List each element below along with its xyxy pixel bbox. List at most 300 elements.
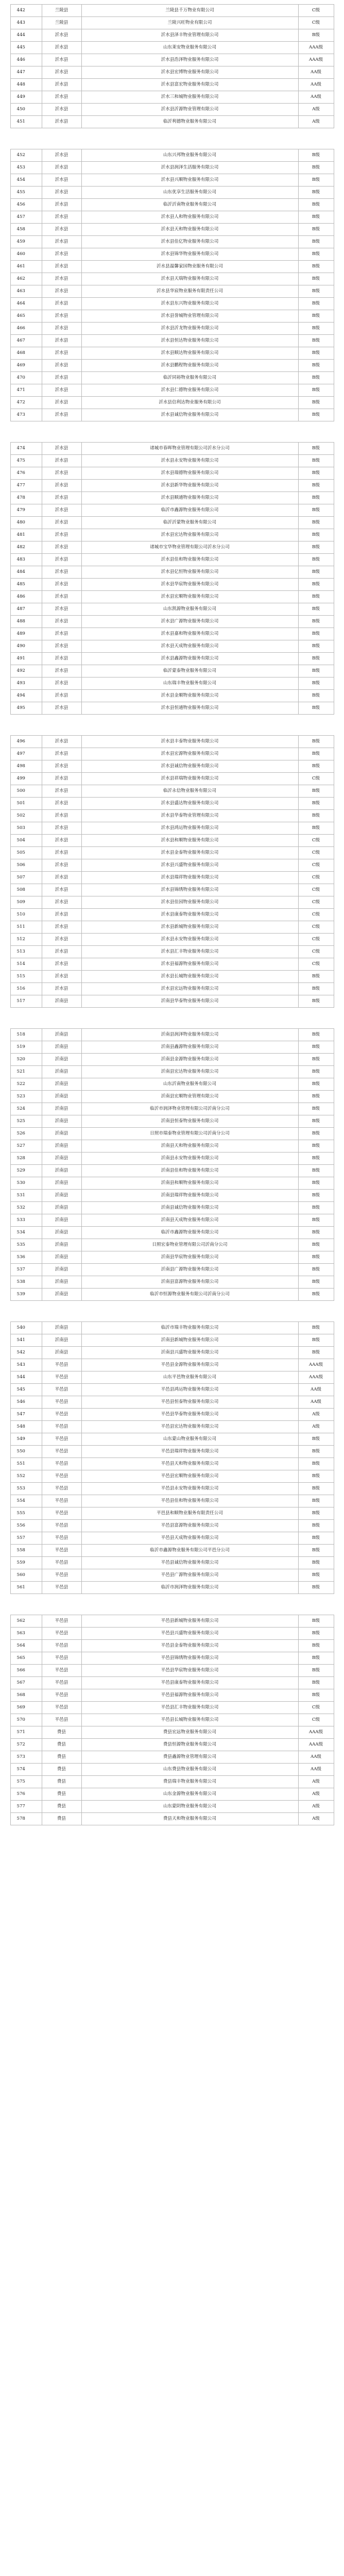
row-number: 497 xyxy=(10,748,42,760)
company-name-cell: 山东金源物业服务有限公司 xyxy=(81,1788,298,1801)
grade-cell: C级 xyxy=(298,835,334,847)
company-name-cell: 平邑县康泰物业服务有限公司 xyxy=(81,1677,298,1689)
row-number: 459 xyxy=(10,236,42,248)
table-row xyxy=(10,810,334,822)
company-name-cell: 沂南县华宸物业服务有限公司 xyxy=(81,1251,298,1264)
table-row xyxy=(10,224,334,236)
row-number: 565 xyxy=(10,1652,42,1665)
table-row xyxy=(10,199,334,211)
company-name-cell: 临沂沂南物业服务有限公司 xyxy=(81,199,298,211)
table-row xyxy=(10,921,334,934)
table-row xyxy=(10,677,334,690)
row-number: 566 xyxy=(10,1665,42,1677)
row-number: 536 xyxy=(10,1251,42,1264)
county-cell: 平邑县 xyxy=(42,1545,81,1557)
company-name-cell: 平邑县兴盛物业服务有限公司 xyxy=(81,1628,298,1640)
table-row xyxy=(10,785,334,798)
grade-cell: B级 xyxy=(298,591,334,603)
table-row xyxy=(10,1041,334,1054)
company-name-cell: 沂水县福源物业服务有限公司 xyxy=(81,958,298,971)
company-name-cell: 沂水县和顺物业服务有限公司 xyxy=(81,835,298,847)
county-cell: 沂南县 xyxy=(42,1190,81,1202)
row-number: 448 xyxy=(10,79,42,91)
county-cell: 沂南县 xyxy=(42,1289,81,1301)
company-name-cell: 临沂市润泽物业管理有限公司沂南分公司 xyxy=(81,1103,298,1115)
county-cell: 沂水县 xyxy=(42,236,81,248)
table-row xyxy=(10,211,334,224)
grade-cell: B级 xyxy=(298,983,334,995)
table-row xyxy=(10,116,334,128)
row-number: 534 xyxy=(10,1227,42,1239)
row-number: 460 xyxy=(10,248,42,261)
table-row xyxy=(10,1545,334,1557)
company-name-cell: 平邑县金泰物业服务有限公司 xyxy=(81,1640,298,1652)
county-cell: 平邑县 xyxy=(42,1628,81,1640)
company-name-cell: 费县恒源物业服务有限公司 xyxy=(81,1739,298,1751)
row-number: 547 xyxy=(10,1409,42,1421)
table-row xyxy=(10,934,334,946)
table-row xyxy=(10,397,334,409)
county-cell: 沂南县 xyxy=(42,995,81,1008)
grade-cell: B级 xyxy=(298,1545,334,1557)
county-cell: 沂南县 xyxy=(42,1029,81,1041)
row-number: 573 xyxy=(10,1751,42,1764)
table-row xyxy=(10,896,334,909)
grade-cell: B级 xyxy=(298,1569,334,1582)
table-row xyxy=(10,236,334,248)
row-number: 574 xyxy=(10,1764,42,1776)
county-cell: 沂水县 xyxy=(42,397,81,409)
county-cell: 费县 xyxy=(42,1764,81,1776)
county-cell: 沂水县 xyxy=(42,847,81,859)
company-name-cell: 沂水县金顺物业服务有限公司 xyxy=(81,690,298,702)
county-cell: 沂水县 xyxy=(42,616,81,628)
row-number: 495 xyxy=(10,702,42,715)
grade-cell: B级 xyxy=(298,1483,334,1495)
company-name-cell: 费县天和物业服务有限公司 xyxy=(81,1813,298,1825)
grade-cell: B级 xyxy=(298,616,334,628)
county-cell: 沂水县 xyxy=(42,603,81,616)
row-number: 471 xyxy=(10,384,42,397)
county-cell: 沂水县 xyxy=(42,554,81,566)
table-row xyxy=(10,1128,334,1140)
county-cell: 沂水县 xyxy=(42,335,81,347)
grade-cell: B级 xyxy=(298,248,334,261)
table-row xyxy=(10,1813,334,1825)
grade-cell: B级 xyxy=(298,1652,334,1665)
grade-cell: C级 xyxy=(298,946,334,958)
grade-cell: AAA级 xyxy=(298,42,334,54)
grade-cell: B级 xyxy=(298,1103,334,1115)
company-name-cell: 沂南县华泰物业服务有限公司 xyxy=(81,995,298,1008)
company-name-cell: 临沂市润泽物业服务有限公司 xyxy=(81,1582,298,1594)
company-name-cell: 沂水县恒通物业服务有限公司 xyxy=(81,702,298,715)
county-cell: 平邑县 xyxy=(42,1371,81,1384)
company-name-cell: 沂南县润泽物业服务有限公司 xyxy=(81,1029,298,1041)
company-name-cell: 沂水县宏达物业服务有限公司 xyxy=(81,529,298,541)
grade-cell: A级 xyxy=(298,1421,334,1433)
row-number: 456 xyxy=(10,199,42,211)
table-row xyxy=(10,467,334,480)
grade-cell: B级 xyxy=(298,1470,334,1483)
row-number: 578 xyxy=(10,1813,42,1825)
grade-cell: B级 xyxy=(298,1264,334,1276)
company-name-cell: 沂水县亿恒物业服务有限公司 xyxy=(81,566,298,579)
grade-cell: B级 xyxy=(298,1239,334,1251)
table-row xyxy=(10,1652,334,1665)
company-name-cell: 沂水县诚信物业服务有限公司 xyxy=(81,409,298,421)
county-cell: 沂水县 xyxy=(42,872,81,884)
row-number: 549 xyxy=(10,1433,42,1446)
table-row xyxy=(10,554,334,566)
table-row xyxy=(10,360,334,372)
grade-cell: B级 xyxy=(298,149,334,162)
grade-cell: AA级 xyxy=(298,1751,334,1764)
grade-cell: B级 xyxy=(298,603,334,616)
row-number: 468 xyxy=(10,347,42,360)
grade-cell: B级 xyxy=(298,1276,334,1289)
table-section xyxy=(0,149,344,421)
row-number: 461 xyxy=(10,261,42,273)
table-row xyxy=(10,1665,334,1677)
row-number: 521 xyxy=(10,1066,42,1078)
company-name-cell: 临沂市瑞丰物业服务有限公司 xyxy=(81,1322,298,1334)
grade-cell: B级 xyxy=(298,273,334,285)
grade-cell: B级 xyxy=(298,360,334,372)
row-number: 546 xyxy=(10,1396,42,1409)
row-number: 475 xyxy=(10,455,42,467)
grade-cell: B级 xyxy=(298,285,334,298)
county-cell: 沂水县 xyxy=(42,628,81,640)
county-cell: 沂水县 xyxy=(42,946,81,958)
company-name-cell: 临沂市鑫源物业服务有限公司 xyxy=(81,504,298,517)
grade-cell: B级 xyxy=(298,409,334,421)
county-cell: 沂水县 xyxy=(42,211,81,224)
grade-cell: B级 xyxy=(298,335,334,347)
grade-cell: B级 xyxy=(298,1334,334,1347)
company-name-cell: 平邑县瑞祥物业服务有限公司 xyxy=(81,1446,298,1458)
table-row xyxy=(10,5,334,17)
county-cell: 平邑县 xyxy=(42,1409,81,1421)
county-cell: 沂水县 xyxy=(42,677,81,690)
row-number: 479 xyxy=(10,504,42,517)
row-number: 533 xyxy=(10,1214,42,1227)
table-row xyxy=(10,1689,334,1702)
company-name-cell: 诸城市宝华物业管理有限公司沂水分公司 xyxy=(81,541,298,554)
county-cell: 平邑县 xyxy=(42,1384,81,1396)
row-number: 481 xyxy=(10,529,42,541)
table-row xyxy=(10,628,334,640)
row-number: 466 xyxy=(10,323,42,335)
grade-cell: B级 xyxy=(298,1066,334,1078)
grade-cell: B级 xyxy=(298,529,334,541)
table-row xyxy=(10,1078,334,1091)
county-cell: 费县 xyxy=(42,1726,81,1739)
county-cell: 沂南县 xyxy=(42,1322,81,1334)
company-name-cell: 平邑县富源物业服务有限公司 xyxy=(81,1520,298,1532)
grade-cell: A级 xyxy=(298,104,334,116)
row-number: 445 xyxy=(10,42,42,54)
company-name-cell: 沂水县华宸物业服务有限责任公司 xyxy=(81,285,298,298)
table-row xyxy=(10,1066,334,1078)
table-row xyxy=(10,443,334,455)
company-name-cell: 沂水县沂龙物业服务有限公司 xyxy=(81,323,298,335)
row-number: 507 xyxy=(10,872,42,884)
county-cell: 沂水县 xyxy=(42,199,81,211)
grade-cell: AAA级 xyxy=(298,1739,334,1751)
table-row xyxy=(10,1788,334,1801)
row-number: 485 xyxy=(10,579,42,591)
row-number: 462 xyxy=(10,273,42,285)
row-number: 499 xyxy=(10,773,42,785)
county-cell: 平邑县 xyxy=(42,1458,81,1470)
company-name-cell: 诸城市春晖物业管理有限公司沂水分公司 xyxy=(81,443,298,455)
county-cell: 平邑县 xyxy=(42,1421,81,1433)
row-number: 572 xyxy=(10,1739,42,1751)
grade-cell: B级 xyxy=(298,1190,334,1202)
county-cell: 费县 xyxy=(42,1751,81,1764)
county-cell: 平邑县 xyxy=(42,1396,81,1409)
grade-cell: AAA级 xyxy=(298,1359,334,1371)
county-cell: 沂南县 xyxy=(42,1334,81,1347)
grade-cell: B级 xyxy=(298,541,334,554)
company-name-cell: 沂南县宏顺物业管理有限公司 xyxy=(81,1091,298,1103)
company-name-cell: 沂水县祥瑞物业服务有限公司 xyxy=(81,773,298,785)
county-cell: 沂水县 xyxy=(42,591,81,603)
grade-cell: AA级 xyxy=(298,1764,334,1776)
county-cell: 沂水县 xyxy=(42,116,81,128)
row-number: 482 xyxy=(10,541,42,554)
company-name-cell: 平邑县金源物业服务有限公司 xyxy=(81,1359,298,1371)
county-cell: 费县 xyxy=(42,1788,81,1801)
county-cell: 沂水县 xyxy=(42,579,81,591)
table-row xyxy=(10,1739,334,1751)
table-row xyxy=(10,1396,334,1409)
row-number: 525 xyxy=(10,1115,42,1128)
grade-cell: B级 xyxy=(298,1227,334,1239)
county-cell: 平邑县 xyxy=(42,1652,81,1665)
grade-cell: B级 xyxy=(298,517,334,529)
company-name-cell: 沂南县广源物业服务有限公司 xyxy=(81,1264,298,1276)
rating-table xyxy=(10,1321,334,1594)
company-name-cell: 沂水县金泰物业服务有限公司 xyxy=(81,847,298,859)
table-row xyxy=(10,1177,334,1190)
grade-cell: B级 xyxy=(298,261,334,273)
table-row xyxy=(10,1751,334,1764)
grade-cell: B级 xyxy=(298,1091,334,1103)
grade-cell: B级 xyxy=(298,653,334,665)
county-cell: 平邑县 xyxy=(42,1582,81,1594)
company-name-cell: 沂南县宏达物业服务有限公司 xyxy=(81,1066,298,1078)
row-number: 443 xyxy=(10,17,42,29)
county-cell: 沂水县 xyxy=(42,640,81,653)
company-name-cell: 沂水县广源物业服务有限公司 xyxy=(81,616,298,628)
row-number: 568 xyxy=(10,1689,42,1702)
table-row xyxy=(10,1202,334,1214)
grade-cell: B级 xyxy=(298,1214,334,1227)
county-cell: 费县 xyxy=(42,1776,81,1788)
row-number: 490 xyxy=(10,640,42,653)
company-name-cell: 沂水县泽丰物业管理有限公司 xyxy=(81,29,298,42)
row-number: 561 xyxy=(10,1582,42,1594)
county-cell: 沂水县 xyxy=(42,653,81,665)
row-number: 458 xyxy=(10,224,42,236)
table-row xyxy=(10,603,334,616)
table-row xyxy=(10,248,334,261)
grade-cell: B级 xyxy=(298,1322,334,1334)
row-number: 463 xyxy=(10,285,42,298)
table-row xyxy=(10,1165,334,1177)
row-number: 452 xyxy=(10,149,42,162)
row-number: 449 xyxy=(10,91,42,104)
row-number: 552 xyxy=(10,1470,42,1483)
county-cell: 沂水县 xyxy=(42,174,81,187)
county-cell: 平邑县 xyxy=(42,1446,81,1458)
grade-cell: B级 xyxy=(298,1140,334,1153)
table-row xyxy=(10,409,334,421)
company-name-cell: 沂水县誉城物业管理有限公司 xyxy=(81,310,298,323)
company-name-cell: 沂水县兴盛物业服务有限公司 xyxy=(81,859,298,872)
company-name-cell: 沂南县富源物业服务有限公司 xyxy=(81,1276,298,1289)
table-row xyxy=(10,1640,334,1652)
county-cell: 沂水县 xyxy=(42,261,81,273)
table-row xyxy=(10,1421,334,1433)
table-row xyxy=(10,323,334,335)
row-number: 524 xyxy=(10,1103,42,1115)
county-cell: 沂南县 xyxy=(42,1091,81,1103)
company-name-cell: 山东沂南物业服务有限公司 xyxy=(81,1078,298,1091)
grade-cell: B级 xyxy=(298,455,334,467)
grade-cell: A级 xyxy=(298,1813,334,1825)
table-row xyxy=(10,285,334,298)
row-number: 491 xyxy=(10,653,42,665)
company-name-cell: 沂水县诚信物业服务有限公司 xyxy=(81,760,298,773)
row-number: 503 xyxy=(10,822,42,835)
company-name-cell: 沂水县长城物业服务有限公司 xyxy=(81,971,298,983)
company-name-cell: 沂南县瑞祥物业服务有限公司 xyxy=(81,1190,298,1202)
county-cell: 平邑县 xyxy=(42,1665,81,1677)
table-row xyxy=(10,335,334,347)
company-name-cell: 平邑县福源物业服务有限公司 xyxy=(81,1689,298,1702)
company-name-cell: 费县宏远物业服务有限公司 xyxy=(81,1726,298,1739)
county-cell: 沂南县 xyxy=(42,1153,81,1165)
row-number: 564 xyxy=(10,1640,42,1652)
rating-table xyxy=(10,149,334,421)
table-row xyxy=(10,859,334,872)
county-cell: 沂南县 xyxy=(42,1103,81,1115)
row-number: 450 xyxy=(10,104,42,116)
company-name-cell: 兰陵兴旺物业有限公司 xyxy=(81,17,298,29)
table-row xyxy=(10,1115,334,1128)
row-number: 504 xyxy=(10,835,42,847)
county-cell: 沂水县 xyxy=(42,909,81,921)
row-number: 538 xyxy=(10,1276,42,1289)
county-cell: 沂南县 xyxy=(42,1115,81,1128)
table-row xyxy=(10,1276,334,1289)
table-row xyxy=(10,1507,334,1520)
county-cell: 沂水县 xyxy=(42,347,81,360)
county-cell: 费县 xyxy=(42,1813,81,1825)
table-row xyxy=(10,971,334,983)
county-cell: 沂南县 xyxy=(42,1066,81,1078)
county-cell: 平邑县 xyxy=(42,1615,81,1628)
grade-cell: B级 xyxy=(298,822,334,835)
county-cell: 沂水县 xyxy=(42,810,81,822)
row-number: 527 xyxy=(10,1140,42,1153)
table-row xyxy=(10,872,334,884)
grade-cell: C级 xyxy=(298,872,334,884)
row-number: 467 xyxy=(10,335,42,347)
grade-cell: C级 xyxy=(298,847,334,859)
company-name-cell: 沂南县金源物业服务有限公司 xyxy=(81,1054,298,1066)
row-number: 454 xyxy=(10,174,42,187)
table-row xyxy=(10,384,334,397)
grade-cell: B级 xyxy=(298,1433,334,1446)
company-name-cell: 日照宏泰物业管理有限公司沂南分公司 xyxy=(81,1239,298,1251)
grade-cell: B级 xyxy=(298,1251,334,1264)
county-cell: 沂南县 xyxy=(42,1177,81,1190)
county-cell: 沂水县 xyxy=(42,702,81,715)
county-cell: 沂水县 xyxy=(42,492,81,504)
company-name-cell: 沂南县兴盛物业服务有限公司 xyxy=(81,1347,298,1359)
grade-cell: B级 xyxy=(298,29,334,42)
county-cell: 沂水县 xyxy=(42,896,81,909)
county-cell: 沂水县 xyxy=(42,504,81,517)
county-cell: 沂南县 xyxy=(42,1264,81,1276)
row-number: 442 xyxy=(10,5,42,17)
row-number: 541 xyxy=(10,1334,42,1347)
county-cell: 沂水县 xyxy=(42,921,81,934)
grade-cell: C级 xyxy=(298,17,334,29)
table-section xyxy=(0,1028,344,1301)
grade-cell: B级 xyxy=(298,1115,334,1128)
company-name-cell: 沂水县新城物业服务有限公司 xyxy=(81,921,298,934)
grade-cell: B级 xyxy=(298,211,334,224)
company-name-cell: 沂水县东兴物业服务有限公司 xyxy=(81,298,298,310)
county-cell: 沂水县 xyxy=(42,298,81,310)
company-name-cell: 山东平邑物业服务有限公司 xyxy=(81,1371,298,1384)
row-number: 500 xyxy=(10,785,42,798)
table-row xyxy=(10,1677,334,1689)
row-number: 535 xyxy=(10,1239,42,1251)
grade-cell: B级 xyxy=(298,467,334,480)
table-row xyxy=(10,1702,334,1714)
grade-cell: B级 xyxy=(298,1677,334,1689)
grade-cell: A级 xyxy=(298,1409,334,1421)
company-name-cell: 费县鑫源物业管理有限公司 xyxy=(81,1751,298,1764)
county-cell: 沂水县 xyxy=(42,91,81,104)
county-cell: 沂南县 xyxy=(42,1041,81,1054)
county-cell: 沂水县 xyxy=(42,42,81,54)
table-row xyxy=(10,1520,334,1532)
grade-cell: C级 xyxy=(298,5,334,17)
company-name-cell: 沂水县宏远物业服务有限公司 xyxy=(81,983,298,995)
table-row xyxy=(10,1801,334,1813)
table-row xyxy=(10,79,334,91)
grade-cell: B级 xyxy=(298,492,334,504)
grade-cell: B级 xyxy=(298,323,334,335)
table-row xyxy=(10,1726,334,1739)
row-number: 567 xyxy=(10,1677,42,1689)
company-name-cell: 临沂沂蒙物业服务有限公司 xyxy=(81,517,298,529)
table-row xyxy=(10,1334,334,1347)
company-name-cell: 沂水县永安物业服务有限公司 xyxy=(81,455,298,467)
row-number: 539 xyxy=(10,1289,42,1301)
table-row xyxy=(10,665,334,677)
row-number: 553 xyxy=(10,1483,42,1495)
table-row xyxy=(10,1714,334,1726)
table-section xyxy=(0,442,344,715)
